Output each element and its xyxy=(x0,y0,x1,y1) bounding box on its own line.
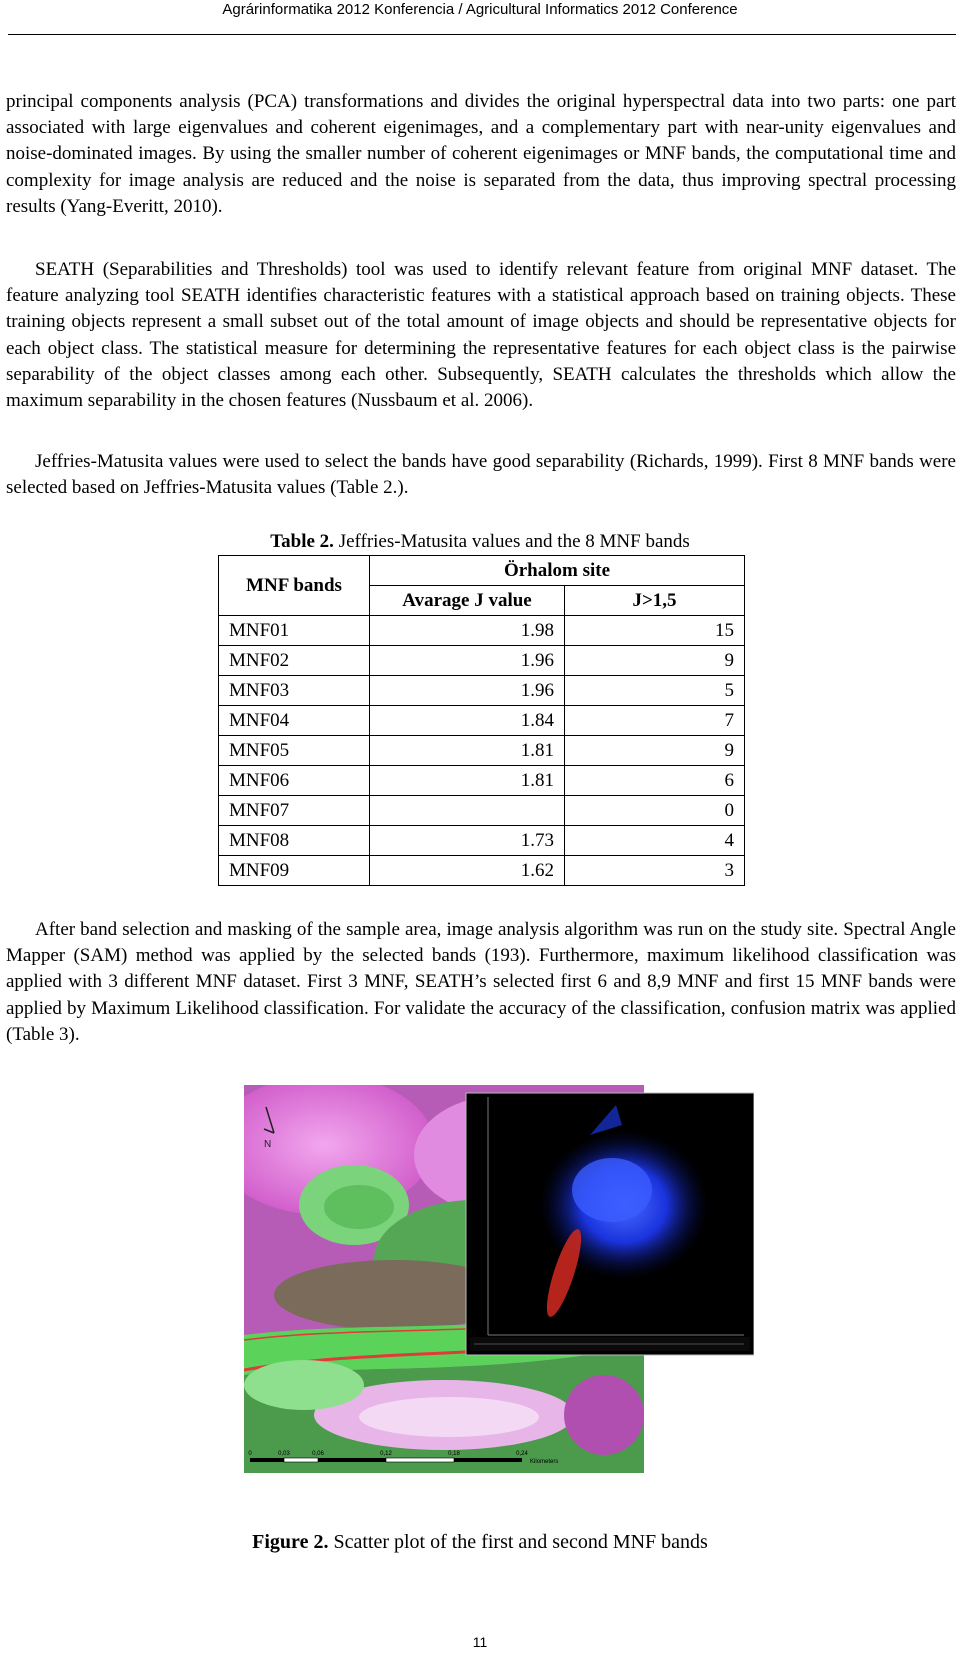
scale-unit-label: Kilometers xyxy=(530,1459,559,1465)
table-row xyxy=(219,796,745,826)
paragraph-mnf-description: principal components analysis (PCA) transformations and divides the original hyperspectral data into two parts: one part associated with large eigenvalues and coherent eigenimages, and a complementary part with near-unity eigenvalues and noise-dominated images. By using the smaller number of coherent eigenimages or MNF bands, the computational time and complexity for image analysis are reduced and the noise is separated from the data, thus improving spectral processing results (Yang-Everitt, 2010). xyxy=(6,91,956,217)
scatter-plot-inset xyxy=(466,1093,754,1355)
count-cell: 7 xyxy=(565,706,745,736)
table-caption xyxy=(0,529,960,555)
band-cell: MNF09 xyxy=(219,856,370,886)
average-j-cell: 1.73 xyxy=(370,826,565,856)
average-j-cell: 1.96 xyxy=(370,676,565,706)
figure-caption-text: Scatter plot of the first and second MNF bands xyxy=(328,1531,708,1553)
count-cell: 3 xyxy=(565,856,745,886)
figure-caption-label: Figure 2. xyxy=(252,1531,329,1553)
header-average-j: Avarage J value xyxy=(370,586,565,616)
band-cell: MNF08 xyxy=(219,826,370,856)
count-cell: 6 xyxy=(565,766,745,796)
table-row xyxy=(219,706,745,736)
jeffries-matusita-table xyxy=(218,555,745,886)
table-row xyxy=(219,856,745,886)
band-cell: MNF03 xyxy=(219,676,370,706)
scale-tick-label: 0,12 xyxy=(380,1451,392,1457)
band-cell: MNF05 xyxy=(219,736,370,766)
scale-tick-label: 0,03 xyxy=(278,1451,290,1457)
scale-tick-label: 0,18 xyxy=(448,1451,460,1457)
band-cell: MNF02 xyxy=(219,646,370,676)
table-row xyxy=(219,616,745,646)
table-row xyxy=(219,646,745,676)
page-number: 11 xyxy=(472,1634,488,1650)
average-j-cell xyxy=(370,796,565,826)
north-label: N xyxy=(264,1139,272,1150)
count-cell: 4 xyxy=(565,826,745,856)
count-cell: 0 xyxy=(565,796,745,826)
paragraph-seath: SEATH (Separabilities and Thresholds) tool was used to identify relevant feature from original MNF dataset. The feature analyzing tool SEATH identifies characteristic features with a statistical approach based on training objects. These training objects represent a small subset out of the total amount of image objects and should be representative objects for each object class. The statistical measure for determining the representative features for each object class is the pairwise separability of the object classes among each other. Subsequently, SEATH calculates the thresholds which allow the maximum separability in the chosen features (Nussbaum et al. 2006). xyxy=(6,259,956,412)
average-j-cell: 1.98 xyxy=(370,616,565,646)
band-cell: MNF01 xyxy=(219,616,370,646)
table-row xyxy=(219,766,745,796)
band-cell: MNF07 xyxy=(219,796,370,826)
running-header: Agrárinformatika 2012 Konferencia / Agricultural Informatics 2012 Conference xyxy=(222,1,738,18)
table-caption-text: Jeffries-Matusita values and the 8 MNF bands xyxy=(333,531,690,552)
header-j-threshold: J>1,5 xyxy=(565,586,745,616)
average-j-cell: 1.96 xyxy=(370,646,565,676)
average-j-cell: 1.81 xyxy=(370,736,565,766)
average-j-cell: 1.84 xyxy=(370,706,565,736)
count-cell: 9 xyxy=(565,646,745,676)
table-row xyxy=(219,676,745,706)
average-j-cell: 1.81 xyxy=(370,766,565,796)
paragraph-jeffries-matusita: Jeffries-Matusita values were used to select the bands have good separability (Richards, 1999). First 8 MNF bands were selected based on Jeffries-Matusita values (Table 2.). xyxy=(6,451,956,499)
figure-caption xyxy=(0,1529,960,1555)
paragraph-classification: After band selection and masking of the sample area, image analysis algorithm was run on the study site. Spectral Angle Mapper (SAM) method was applied by the selected bands (193). Furthermore, maximum likelihood classification was applied with 3 different MNF dataset. First 3 MNF, SEATH’s selected first 6 and 8,9 MNF and first 15 MNF bands were applied by Maximum Likelihood classification. For validate the accuracy of the classification, confusion matrix was applied (Table 3). xyxy=(6,919,956,1045)
band-cell: MNF04 xyxy=(219,706,370,736)
table-caption-label: Table 2. xyxy=(270,531,334,552)
table-row xyxy=(219,826,745,856)
band-cell: MNF06 xyxy=(219,766,370,796)
average-j-cell: 1.62 xyxy=(370,856,565,886)
scale-tick-label: 0,06 xyxy=(312,1451,324,1457)
count-cell: 15 xyxy=(565,616,745,646)
header-rule xyxy=(8,34,956,35)
count-cell: 5 xyxy=(565,676,745,706)
header-site: Örhalom site xyxy=(370,556,745,586)
figure-scatter-plot xyxy=(244,1085,754,1473)
table-row xyxy=(219,736,745,766)
scale-tick-label: 0,24 xyxy=(516,1451,528,1457)
count-cell: 9 xyxy=(565,736,745,766)
scale-tick-label: 0 xyxy=(248,1451,252,1457)
header-mnf-bands: MNF bands xyxy=(219,556,370,616)
